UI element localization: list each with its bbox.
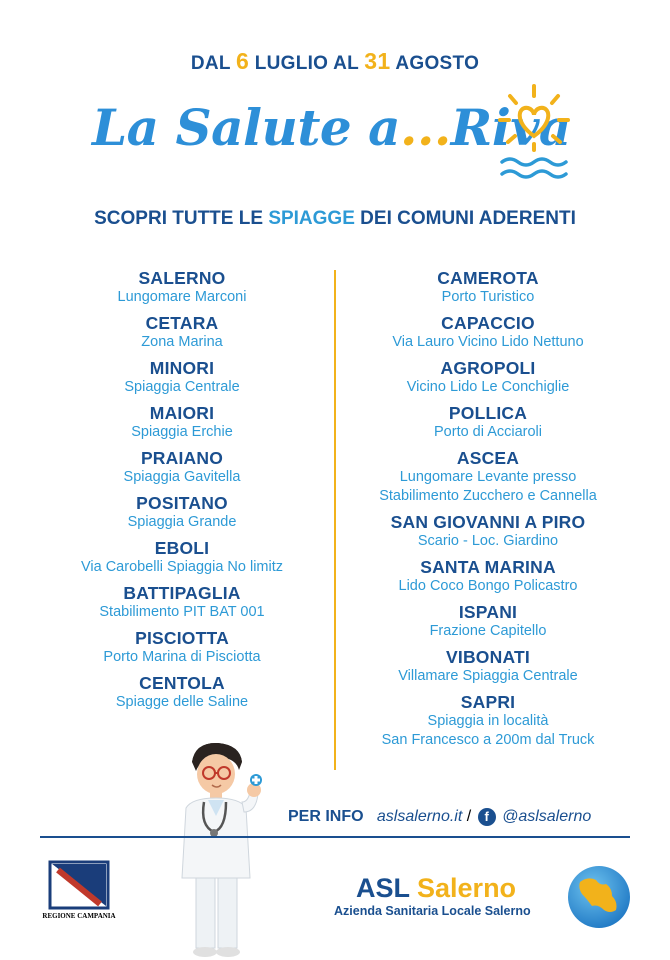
beach-entry bbox=[338, 313, 638, 352]
asl-title-a: ASL bbox=[356, 873, 418, 903]
beach-location: Porto di Acciaroli bbox=[434, 424, 542, 440]
beach-entry bbox=[32, 628, 332, 667]
dates-start-day: 6 bbox=[236, 48, 250, 74]
beach-location: Lungomare Levante presso bbox=[399, 469, 577, 485]
website-link[interactable]: aslsalerno.it bbox=[376, 808, 463, 826]
town-name: ASCEA bbox=[456, 448, 520, 468]
beach-entry bbox=[32, 673, 332, 712]
asl-salerno-emblem-icon bbox=[566, 864, 632, 930]
town-name: CENTOLA bbox=[139, 673, 225, 693]
beach-entry bbox=[32, 313, 332, 352]
beach-location: Spiaggia in località bbox=[427, 713, 549, 729]
footer-divider bbox=[40, 836, 630, 838]
column-divider bbox=[334, 270, 336, 770]
town-name: MINORI bbox=[149, 358, 215, 378]
title-end: Riva bbox=[450, 98, 571, 157]
beach-entry bbox=[338, 647, 638, 686]
town-name: VIBONATI bbox=[446, 647, 530, 667]
beach-entry bbox=[32, 358, 332, 397]
beach-location: Spiaggia Centrale bbox=[124, 379, 240, 395]
beach-entry bbox=[338, 403, 638, 442]
beach-location: Via Carobelli Spiaggia No limitz bbox=[80, 559, 284, 575]
town-name: CAMEROTA bbox=[437, 268, 539, 288]
beach-location: Zona Marina bbox=[141, 334, 223, 350]
beach-entry bbox=[32, 538, 332, 577]
beach-location: Porto Turistico bbox=[441, 289, 535, 305]
beach-location: Porto Marina di Pisciotta bbox=[103, 649, 261, 665]
town-name: ISPANI bbox=[458, 602, 518, 622]
sun-heart-waves-icon bbox=[496, 78, 576, 188]
beach-list-left bbox=[32, 268, 332, 718]
town-name: POSITANO bbox=[136, 493, 228, 513]
dates-end-day: 31 bbox=[364, 48, 391, 74]
beach-entry bbox=[32, 268, 332, 307]
beach-entry bbox=[338, 268, 638, 307]
dates-suffix: AGOSTO bbox=[390, 53, 480, 74]
subtitle-part-a: SCOPRI TUTTE LE bbox=[94, 208, 269, 229]
dates-mid: LUGLIO AL bbox=[249, 53, 365, 74]
town-name: SAN GIOVANNI A PIRO bbox=[390, 512, 586, 532]
beach-location: Villamare Spiaggia Centrale bbox=[398, 668, 578, 684]
beach-entry bbox=[338, 602, 638, 641]
subtitle-part-c: DEI COMUNI ADERENTI bbox=[354, 208, 576, 229]
town-name: POLLICA bbox=[448, 403, 528, 423]
subtitle bbox=[0, 208, 670, 230]
contact-info bbox=[288, 808, 591, 826]
beach-location: Lungomare Marconi bbox=[117, 289, 247, 305]
beach-entry bbox=[338, 557, 638, 596]
beach-location: Spiaggia Gavitella bbox=[123, 469, 241, 485]
info-label: PER INFO bbox=[288, 808, 364, 826]
beach-location: San Francesco a 200m dal Truck bbox=[381, 732, 595, 748]
beach-location: Via Lauro Vicino Lido Nettuno bbox=[392, 334, 584, 350]
beach-entry bbox=[338, 512, 638, 551]
town-name: BATTIPAGLIA bbox=[123, 583, 241, 603]
beach-location: Frazione Capitello bbox=[429, 623, 547, 639]
town-name: PISCIOTTA bbox=[135, 628, 229, 648]
beach-location: Stabilimento Zucchero e Cannella bbox=[379, 488, 597, 504]
beach-location: Spiaggia Grande bbox=[127, 514, 237, 530]
facebook-icon[interactable]: f bbox=[478, 808, 496, 826]
asl-salerno-title bbox=[356, 873, 516, 904]
beach-entry bbox=[32, 493, 332, 532]
beach-entry bbox=[32, 403, 332, 442]
beach-list-right bbox=[338, 268, 638, 756]
facebook-handle-link[interactable]: @aslsalerno bbox=[502, 808, 592, 826]
beach-location: Scario - Loc. Giardino bbox=[417, 533, 559, 549]
beach-entry bbox=[32, 583, 332, 622]
beach-entry bbox=[338, 358, 638, 397]
town-name: MAIORI bbox=[149, 403, 215, 423]
town-name: CETARA bbox=[145, 313, 219, 333]
title-main: La Salute a bbox=[92, 98, 401, 157]
town-name: AGROPOLI bbox=[440, 358, 536, 378]
beach-entry bbox=[338, 692, 638, 750]
info-separator: / bbox=[462, 808, 476, 826]
dates-prefix: DAL bbox=[190, 53, 237, 74]
town-name: PRAIANO bbox=[140, 448, 224, 468]
date-range bbox=[0, 48, 670, 75]
town-name: SANTA MARINA bbox=[420, 557, 556, 577]
town-name: SAPRI bbox=[460, 692, 516, 712]
beach-location: Stabilimento PIT BAT 001 bbox=[99, 604, 265, 620]
beach-entry bbox=[338, 448, 638, 506]
town-name: EBOLI bbox=[154, 538, 210, 558]
title-dots: ... bbox=[400, 98, 451, 157]
beach-entry bbox=[32, 448, 332, 487]
beach-location: Lido Coco Bongo Policastro bbox=[398, 578, 578, 594]
regione-campania-label: REGIONE CAMPANIA bbox=[42, 912, 116, 920]
asl-salerno-subtitle: Azienda Sanitaria Locale Salerno bbox=[334, 904, 531, 918]
town-name: CAPACCIO bbox=[441, 313, 535, 333]
beach-location: Spiaggia Erchie bbox=[131, 424, 233, 440]
beach-location: Vicino Lido Le Conchiglie bbox=[406, 379, 570, 395]
doctor-illustration bbox=[170, 740, 270, 960]
town-name: SALERNO bbox=[138, 268, 226, 288]
subtitle-part-b: SPIAGGE bbox=[268, 208, 355, 229]
asl-title-b: Salerno bbox=[417, 873, 517, 903]
beach-location: Spiagge delle Saline bbox=[115, 694, 249, 710]
